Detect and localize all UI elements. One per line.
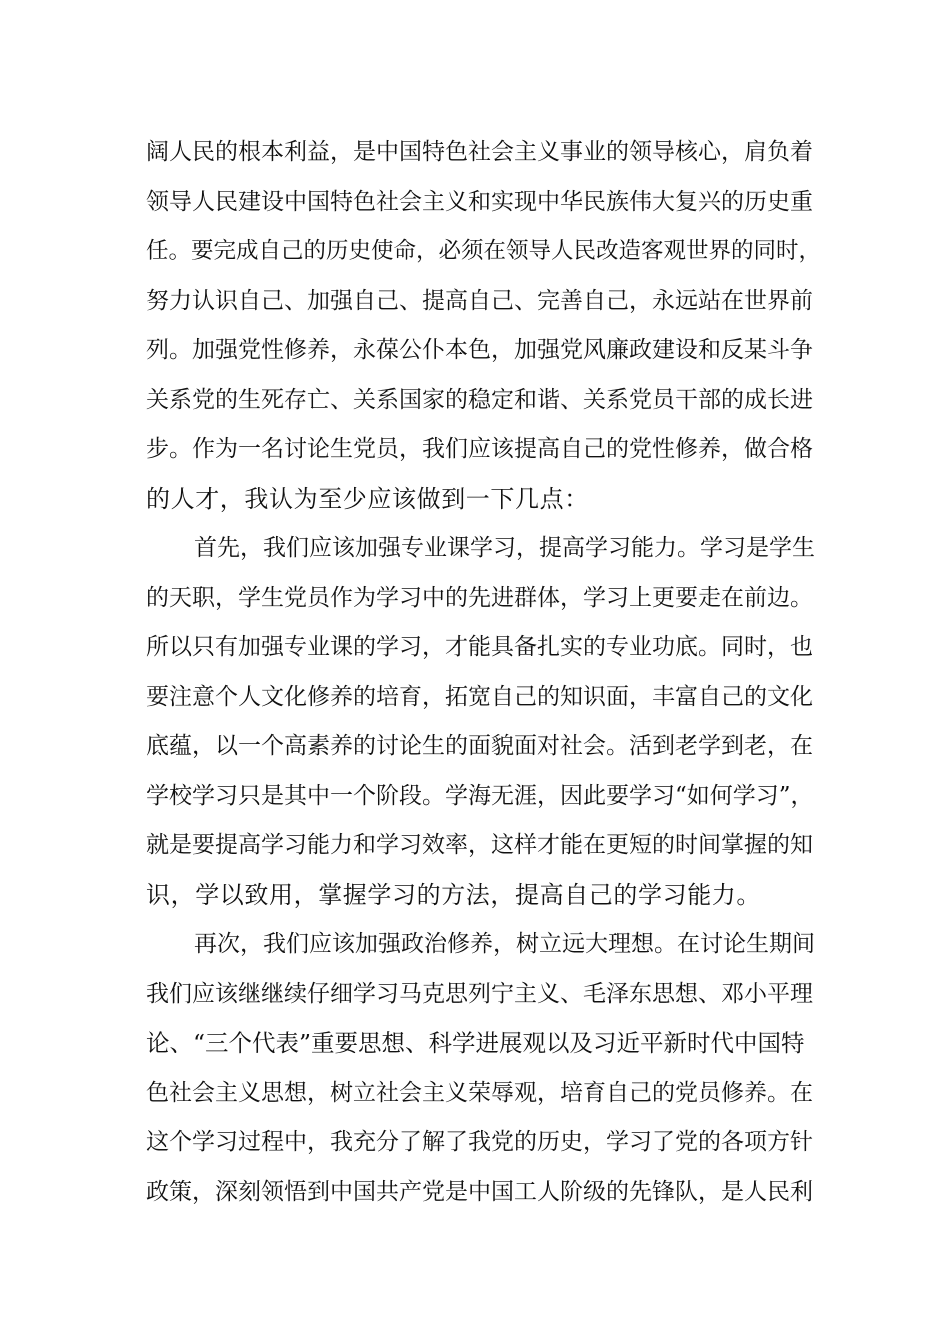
text-line: 政策，深刻领悟到中国共产党是中国工人阶级的先锋队，是人民利 [146,1178,813,1205]
text-line: 的天职，学生党员作为学习中的先进群体，学习上更要走在前边。 [146,584,813,611]
text-line: 色社会主义思想，树立社会主义荣辱观，培育自己的党员修养。在 [146,1079,813,1106]
text-line: 学校学习只是其中一个阶段。学海无涯，因此要学习“如何学习”， [146,782,814,809]
text-line: 这个学习过程中，我充分了解了我党的历史，学习了党的各项方针 [146,1129,813,1155]
text-line: 底蕴，以一个高素养的讨论生的面貌面对社会。活到老学到老，在 [146,733,813,759]
text-line: 列。加强党性修养，永葆公仆本色，加强党风廉政建设和反某斗争 [146,337,813,363]
text-line: 任。要完成自己的历史使命，必须在领导人民改造客观世界的同时， [146,238,822,264]
text-line: 我们应该继继续仔细学习马克思列宁主义、毛泽东思想、邓小平理 [146,980,813,1007]
text-line: 论、“三个代表”重要思想、科学进展观以及习近平新时代中国特 [146,1029,805,1057]
text-line: 步。作为一名讨论生党员，我们应该提高自己的党性修养，做合格 [146,436,813,462]
paragraph-start-line: 再次，我们应该加强政治修养，树立远大理想。在讨论生期间 [194,931,815,957]
body-text [146,128,826,1217]
text-line: 所以只有加强专业课的学习，才能具备扎实的专业功底。同时，也 [146,634,813,660]
text-line: 关系党的生死存亡、关系国家的稳定和谐、关系党员干部的成长进 [146,386,813,413]
paragraph-start-line: 首先，我们应该加强专业课学习，提高学习能力。学习是学生 [194,535,815,561]
text-line: 识，学以致用，掌握学习的方法，提高自己的学习能力。 [146,880,761,909]
text-line: 阔人民的根本利益，是中国特色社会主义事业的领导核心，肩负着 [146,139,813,165]
text-line: 要注意个人文化修养的培育，拓宽自己的知识面，丰富自己的文化 [146,683,813,710]
text-line: 的人才，我认为至少应该做到一下几点： [146,484,589,513]
text-line: 努力认识自己、加强自己、提高自己、完善自己，永远站在世界前 [146,287,813,314]
text-line: 就是要提高学习能力和学习效率，这样才能在更短的时间掌握的知 [146,832,813,858]
text-line: 领导人民建设中国特色社会主义和实现中华民族伟大复兴的历史重 [146,188,813,215]
